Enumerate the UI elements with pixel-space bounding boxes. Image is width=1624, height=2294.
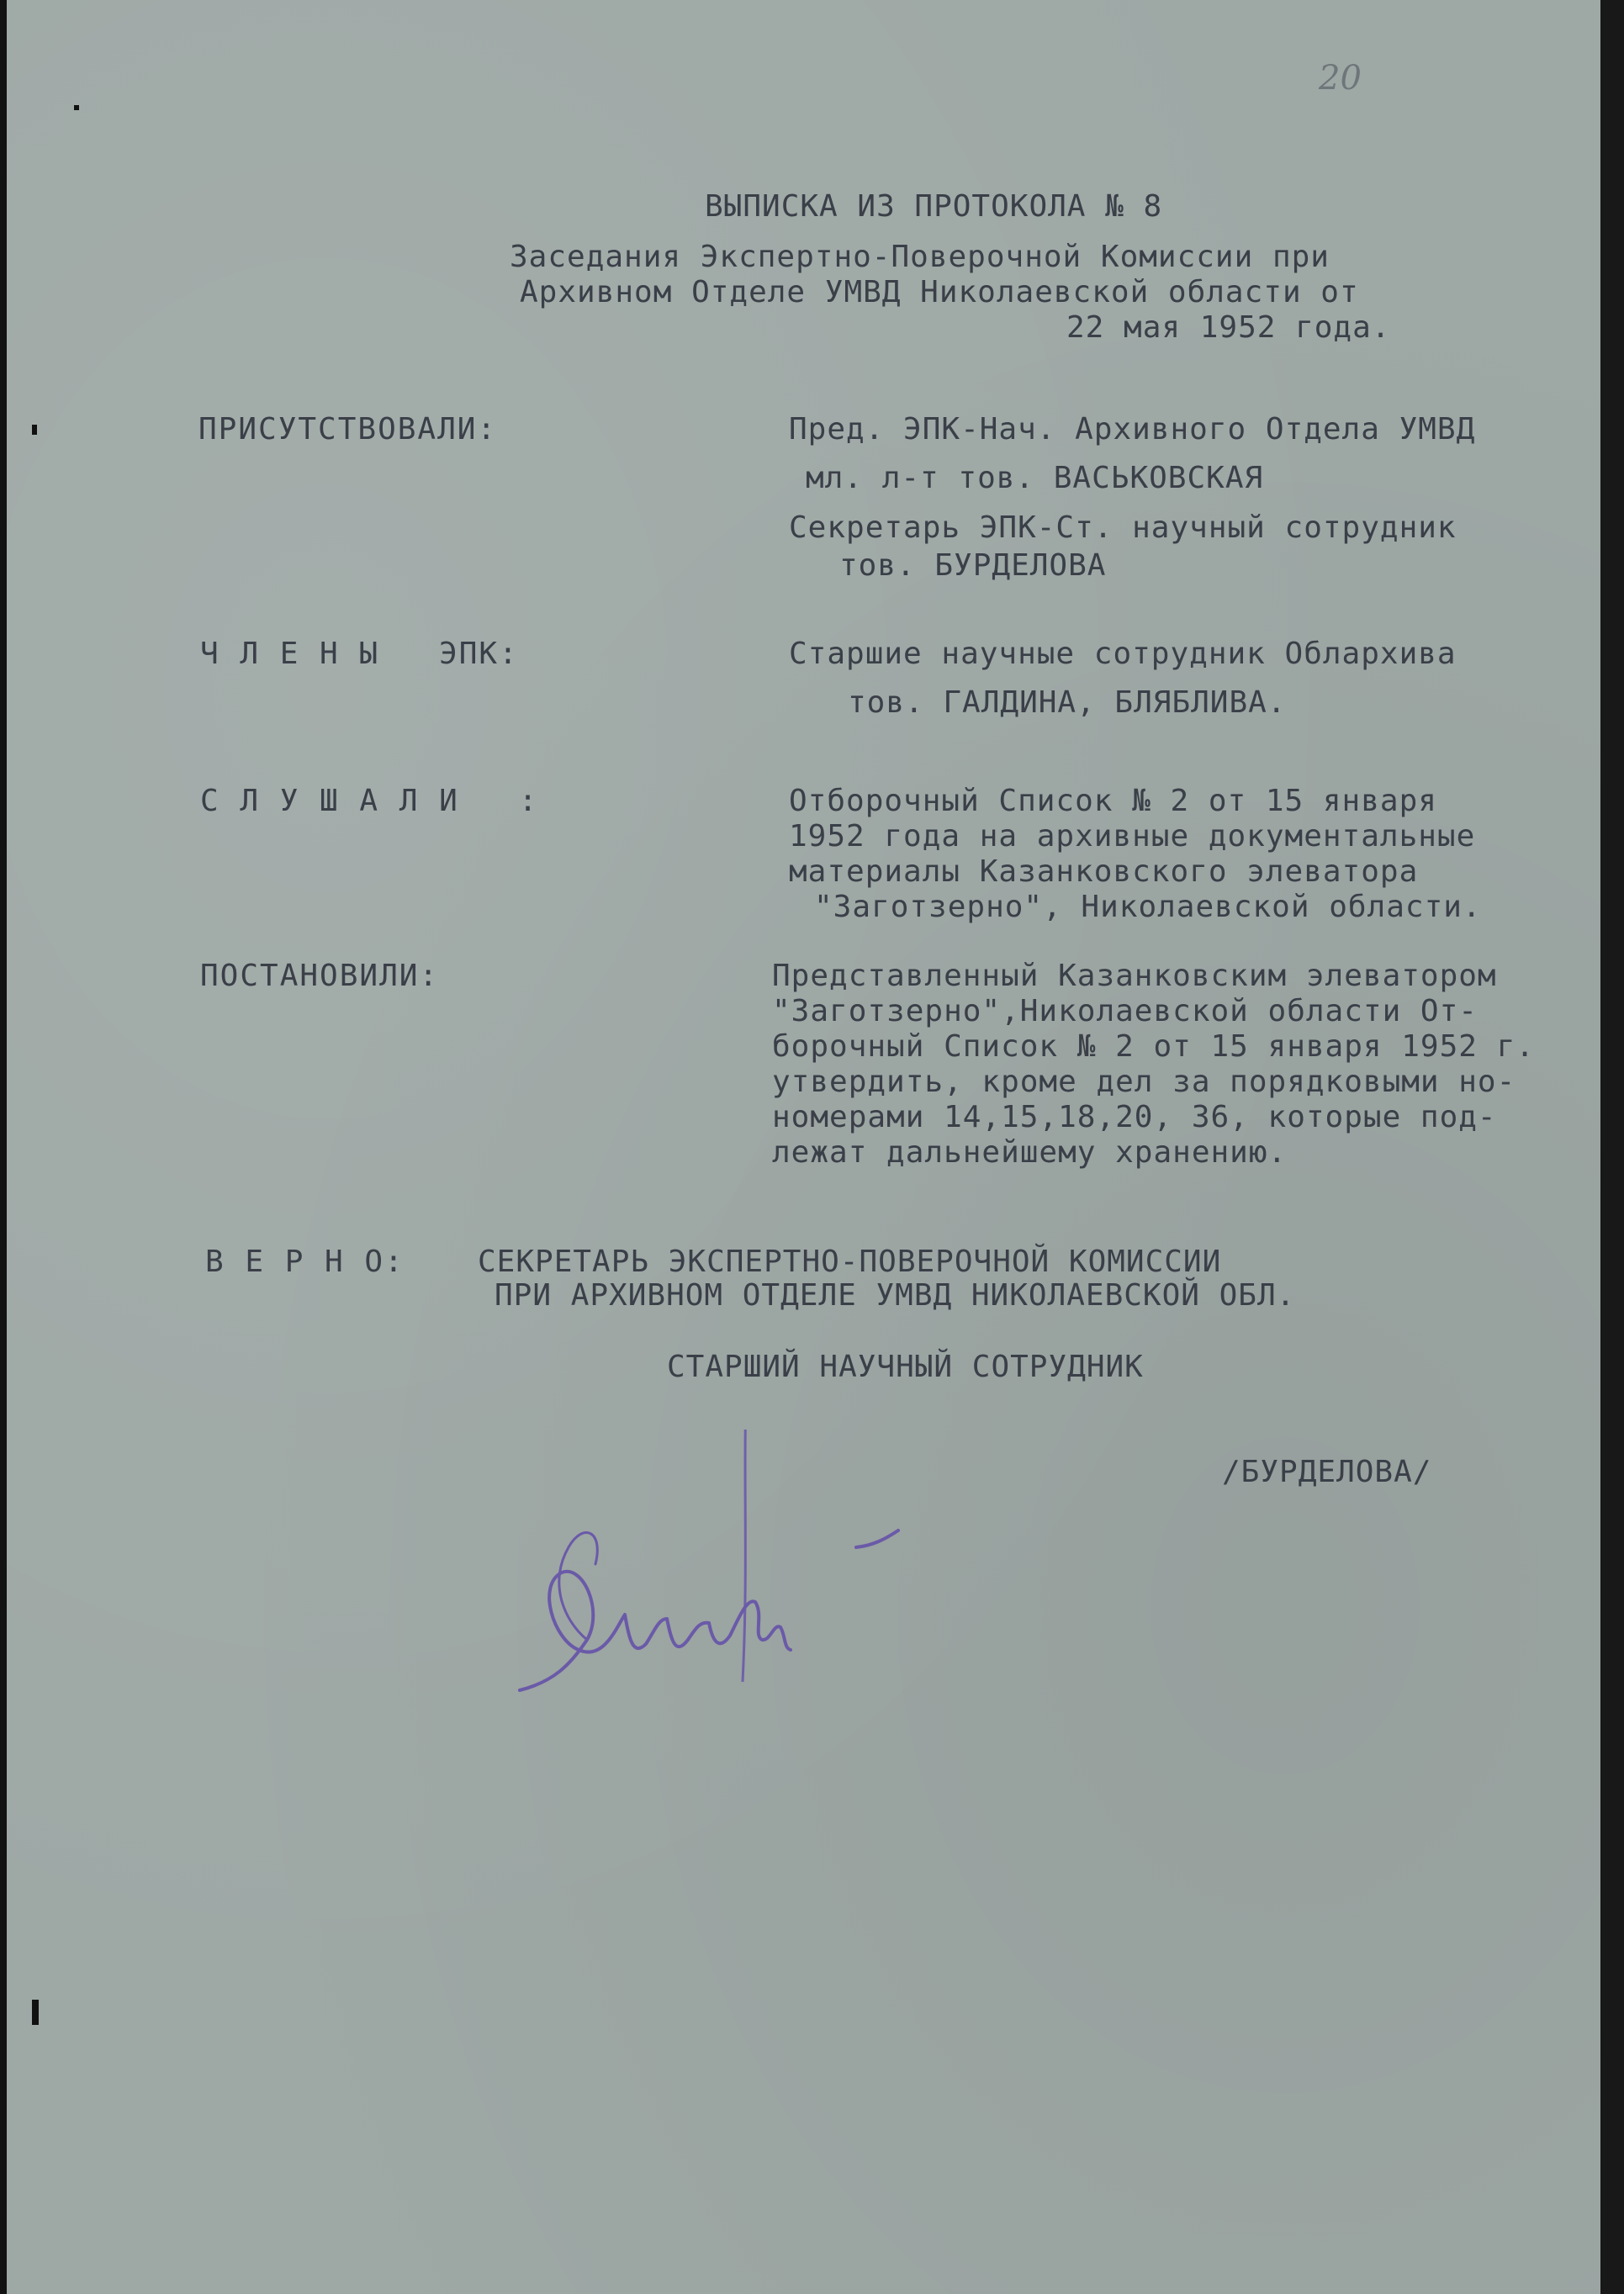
signature (503, 1430, 940, 1732)
resolved-line: "Заготзерно",Николаевской области От- (772, 994, 1478, 1028)
present-line-4: тов. БУРДЕЛОВА (839, 548, 1107, 583)
resolved-text (772, 959, 1535, 1171)
document-title: ВЫПИСКА ИЗ ПРОТОКОЛА № 8 (705, 189, 1163, 224)
certified-position: СТАРШИЙ НАУЧНЫЙ СОТРУДНИК (667, 1350, 1144, 1384)
heard-label: С Л У Ш А Л И : (200, 784, 539, 818)
present-line-2: мл. л-т тов. ВАСЬКОВСКАЯ (806, 461, 1264, 495)
resolved-line: борочный Список № 2 от 15 января 1952 г. (772, 1029, 1535, 1064)
header-line-2: Архивном Отделе УМВД Николаевской области от (520, 275, 1359, 309)
heard-line: 1952 года на архивные документальные (789, 819, 1476, 854)
resolved-line: Представленный Казанковским элеватором (772, 959, 1497, 993)
resolved-line: номерами 14,15,18,20, 36, которые под- (772, 1100, 1497, 1134)
certified-line-2: ПРИ АРХИВНОМ ОТДЕЛЕ УМВД НИКОЛАЕВСКОЙ ОБЛ. (495, 1278, 1296, 1313)
resolved-line: утвердить, кроме дел за порядковыми но- (772, 1065, 1516, 1099)
certified-name: /БУРДЕЛОВА/ (1222, 1455, 1432, 1489)
scan-mark (32, 2000, 39, 2025)
certified-line-1: СЕКРЕТАРЬ ЭКСПЕРТНО-ПОВЕРОЧНОЙ КОМИССИИ (478, 1245, 1222, 1279)
document-sheet (7, 0, 1605, 2294)
heard-text (789, 784, 1482, 925)
resolved-line: лежат дальнейшему хранению. (772, 1135, 1288, 1170)
scan-mark (74, 105, 79, 110)
header-line-3: 22 мая 1952 года. (1066, 310, 1391, 345)
members-label: Ч Л Е Н Ы ЭПК: (200, 637, 519, 671)
members-line-2: тов. ГАЛДИНА, БЛЯБЛИВА. (848, 685, 1287, 720)
scan-edge-right (1600, 0, 1624, 2294)
present-label: ПРИСУТСТВОВАЛИ: (198, 412, 498, 447)
header-line-1: Заседания Экспертно-Поверочной Комиссии при (510, 240, 1330, 274)
certified-label: В Е Р Н О: (205, 1245, 405, 1279)
resolved-label: ПОСТАНОВИЛИ: (200, 959, 440, 993)
members-line-1: Старшие научные сотрудник Облархива (789, 637, 1457, 671)
page-number: 20 (1319, 59, 1362, 98)
scan-mark (32, 425, 37, 435)
present-line-3: Секретарь ЭПК-Ст. научный сотрудник (789, 510, 1457, 545)
present-line-1: Пред. ЭПК-Нач. Архивного Отдела УМВД (789, 412, 1476, 447)
heard-line: "Заготзерно", Николаевской области. (814, 890, 1482, 924)
heard-line: материалы Казанковского элеватора (789, 854, 1419, 889)
heard-line: Отборочный Список № 2 от 15 января (789, 784, 1437, 818)
